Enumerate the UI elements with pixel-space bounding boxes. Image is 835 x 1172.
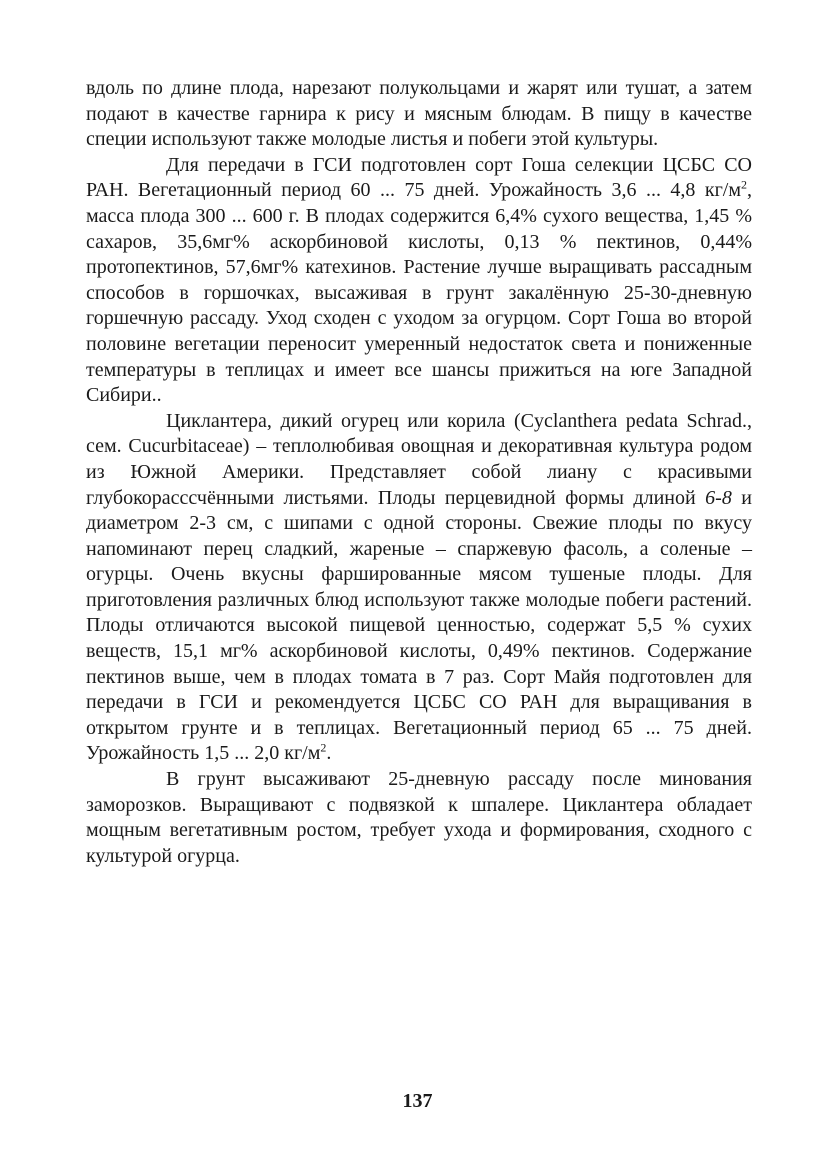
paragraph-3-part-c: . — [326, 742, 332, 765]
paragraph-1: вдоль по длине плода, нарезают полукольцами и жарят или тушат, а затем подают в качестве гарнира к рису и мясным блюдам. В пищу в качестве специи используют также молодые листья и побеги этой культуры. — [86, 77, 752, 151]
superscript-3: 2 — [320, 740, 327, 755]
page-body — [86, 76, 752, 869]
paragraph-4: В грунт высаживают 25-дневную рассаду после минования заморозков. Выращивают с подвязкой к шпалере. Циклантера обладает мощным вегетативным ростом, требует ухода и формирования, сходного с культурой огурца. — [86, 768, 752, 867]
paragraph-3-italic: 6-8 — [705, 486, 732, 509]
paragraph-2 — [86, 153, 752, 409]
paragraph-3 — [86, 409, 752, 767]
paragraph-3-part-b: и диаметром 2-3 см, с шипами с одной стороны. Свежие плоды по вкусу напоминают перец сладкий, жареные – спаржевую фасоль, а соленые – огурцы. Очень вкусны фаршированные мясом тушеные плоды. Для приготовления различных блюд используют также молодые побеги растений. Плоды отличаются высокой пищевой ценностью, содержат 5,5 % сухих веществ, 15,1 мг% аскорбиновой кислоты, 0,49% пектинов. Содержание пектинов выше, чем в плодах томата в 7 раз. Сорт Майя подготовлен для передачи в ГСИ и рекомендуется ЦСБС СО РАН для выращивания в открытом грунте и в теплицах. Вегетационный период 65 ... 75 дней. Урожайность 1,5 ... 2,0 кг/м — [86, 486, 753, 765]
paragraph-3-part-a: Циклантера, дикий огурец или корила (Cyclanthera pedata Schrad., сем. Cucurbitaceae) – теплолюбивая овощная и декоративная культура родом из Южной Америки. Представляет собой лиану с красивыми глубокорасссчёнными листьями. Плоды перцевидной формы длиной — [86, 409, 752, 509]
paragraph-2-part-b: , масса плода 300 ... 600 г. В плодах содержится 6,4% сухого вещества, 1,45 % сахаров, 35,6мг% аскорбиновой кислоты, 0,13 % пектинов, 0,44% протопектинов, 57,6мг% катехинов. Растение лучше выращивать рассадным способов в горшочках, высаживая в грунт закалённую 25-30-дневную горшечную рассаду. Уход сходен с уходом за огурцом. Сорт Гоша во второй половине вегетации переносит умеренный недостаток света и пониженные температуры в теплицах и имеет все шансы прижиться на юге Западной Сибири.. — [86, 179, 752, 407]
page-number: 137 — [402, 1090, 433, 1112]
paragraph-2-part-a: Для передачи в ГСИ подготовлен сорт Гоша селекции ЦСБС СО РАН. Вегетационный период 60 ... 75 дней. Урожайность 3,6 ... 4,8 кг/м — [86, 153, 752, 202]
superscript-2: 2 — [741, 177, 747, 192]
